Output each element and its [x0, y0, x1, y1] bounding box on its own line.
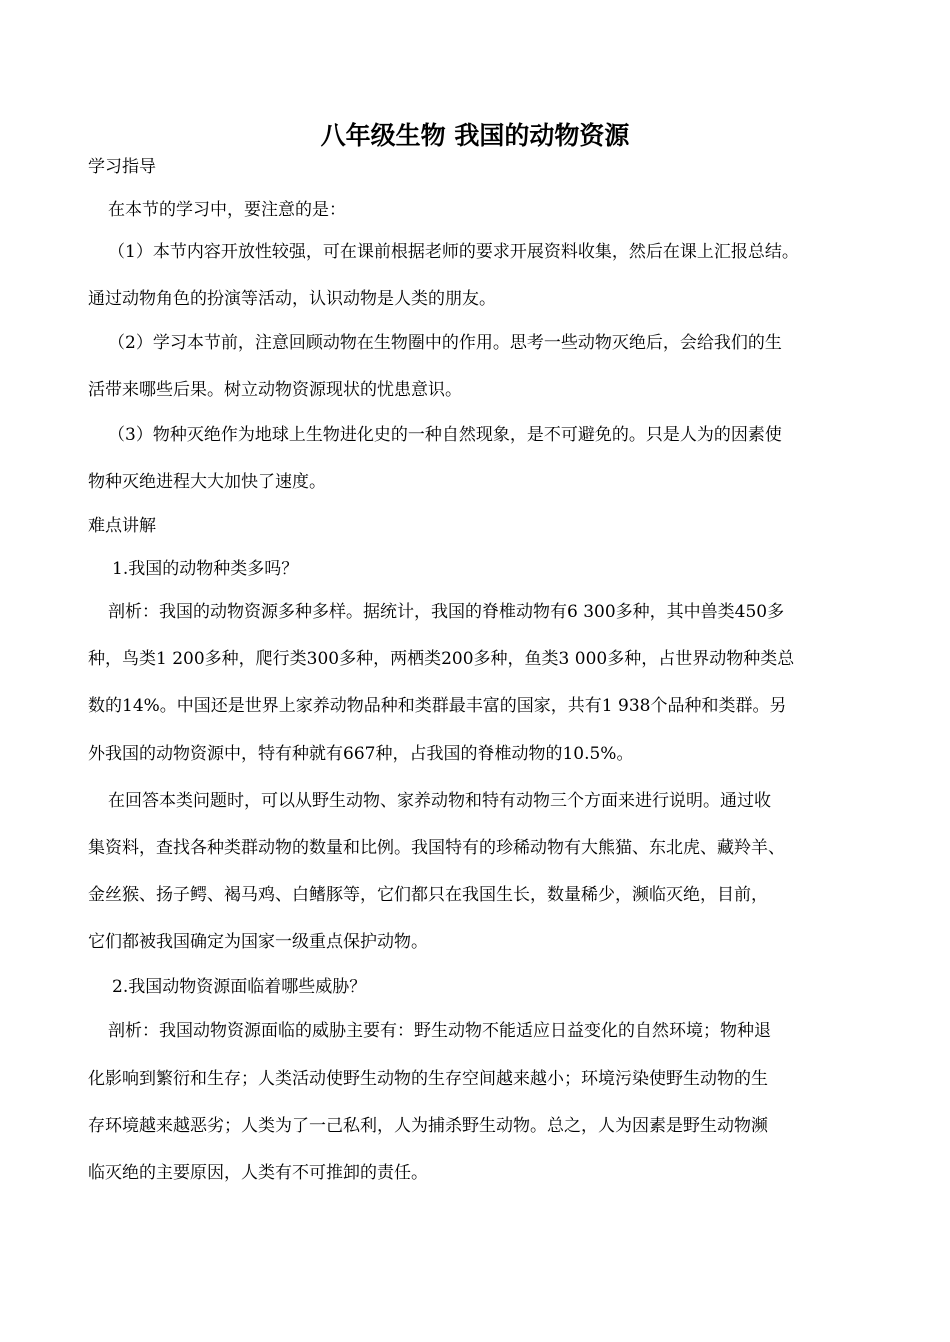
paragraph-line: （1）本节内容开放性较强，可在课前根据老师的要求开展资料收集，然后在课上汇报总结。: [108, 242, 799, 262]
section-heading-difficulties: 难点讲解: [88, 516, 156, 536]
paragraph-line: 活带来哪些后果。树立动物资源现状的忧患意识。: [88, 380, 462, 400]
paragraph-line: 它们都被我国确定为国家一级重点保护动物。: [88, 932, 428, 952]
paragraph-line: 化影响到繁衍和生存；人类活动使野生动物的生存空间越来越小；环境污染使野生动物的生: [88, 1069, 768, 1089]
paragraph-line: 通过动物角色的扮演等活动，认识动物是人类的朋友。: [88, 289, 496, 309]
paragraph-line: 物种灭绝进程大大加快了速度。: [88, 472, 326, 492]
paragraph-line: 集资料，查找各种类群动物的数量和比例。我国特有的珍稀动物有大熊猫、东北虎、藏羚羊、: [88, 838, 785, 858]
paragraph-line: 剖析：我国的动物资源多种多样。据统计，我国的脊椎动物有6 300多种，其中兽类450多: [108, 602, 785, 622]
question-line: 2.我国动物资源面临着哪些威胁？: [112, 977, 367, 997]
paragraph-line: （3）物种灭绝作为地球上生物进化史的一种自然现象，是不可避免的。只是人为的因素使: [108, 425, 782, 445]
paragraph-line: （2）学习本节前，注意回顾动物在生物圈中的作用。思考一些动物灭绝后，会给我们的生: [108, 333, 782, 353]
document-title: 八年级生物 我国的动物资源: [320, 121, 630, 150]
paragraph-line: 在本节的学习中，要注意的是：: [108, 200, 346, 220]
paragraph-line: 在回答本类问题时，可以从野生动物、家养动物和特有动物三个方面来进行说明。通过收: [108, 791, 771, 811]
paragraph-line: 种，鸟类1 200多种，爬行类300多种，两栖类200多种，鱼类3 000多种，占世界动物种类总: [88, 649, 795, 669]
paragraph-line: 临灭绝的主要原因，人类有不可推卸的责任。: [88, 1163, 428, 1183]
question-line: 1.我国的动物种类多吗？: [112, 559, 299, 579]
section-heading-study-guide: 学习指导: [88, 157, 156, 177]
paragraph-line: 存环境越来越恶劣；人类为了一己私利，人为捕杀野生动物。总之，人为因素是野生动物濒: [88, 1116, 768, 1136]
paragraph-line: 数的14%。中国还是世界上家养动物品种和类群最丰富的国家，共有1 938个品种和类群。另: [88, 696, 787, 716]
paragraph-line: 外我国的动物资源中，特有种就有667种，占我国的脊椎动物的10.5%。: [88, 744, 634, 764]
paragraph-line: 剖析：我国动物资源面临的威胁主要有：野生动物不能适应日益变化的自然环境；物种退: [108, 1021, 771, 1041]
paragraph-line: 金丝猴、扬子鳄、褐马鸡、白鳍豚等，它们都只在我国生长，数量稀少，濒临灭绝，目前，: [88, 885, 768, 905]
